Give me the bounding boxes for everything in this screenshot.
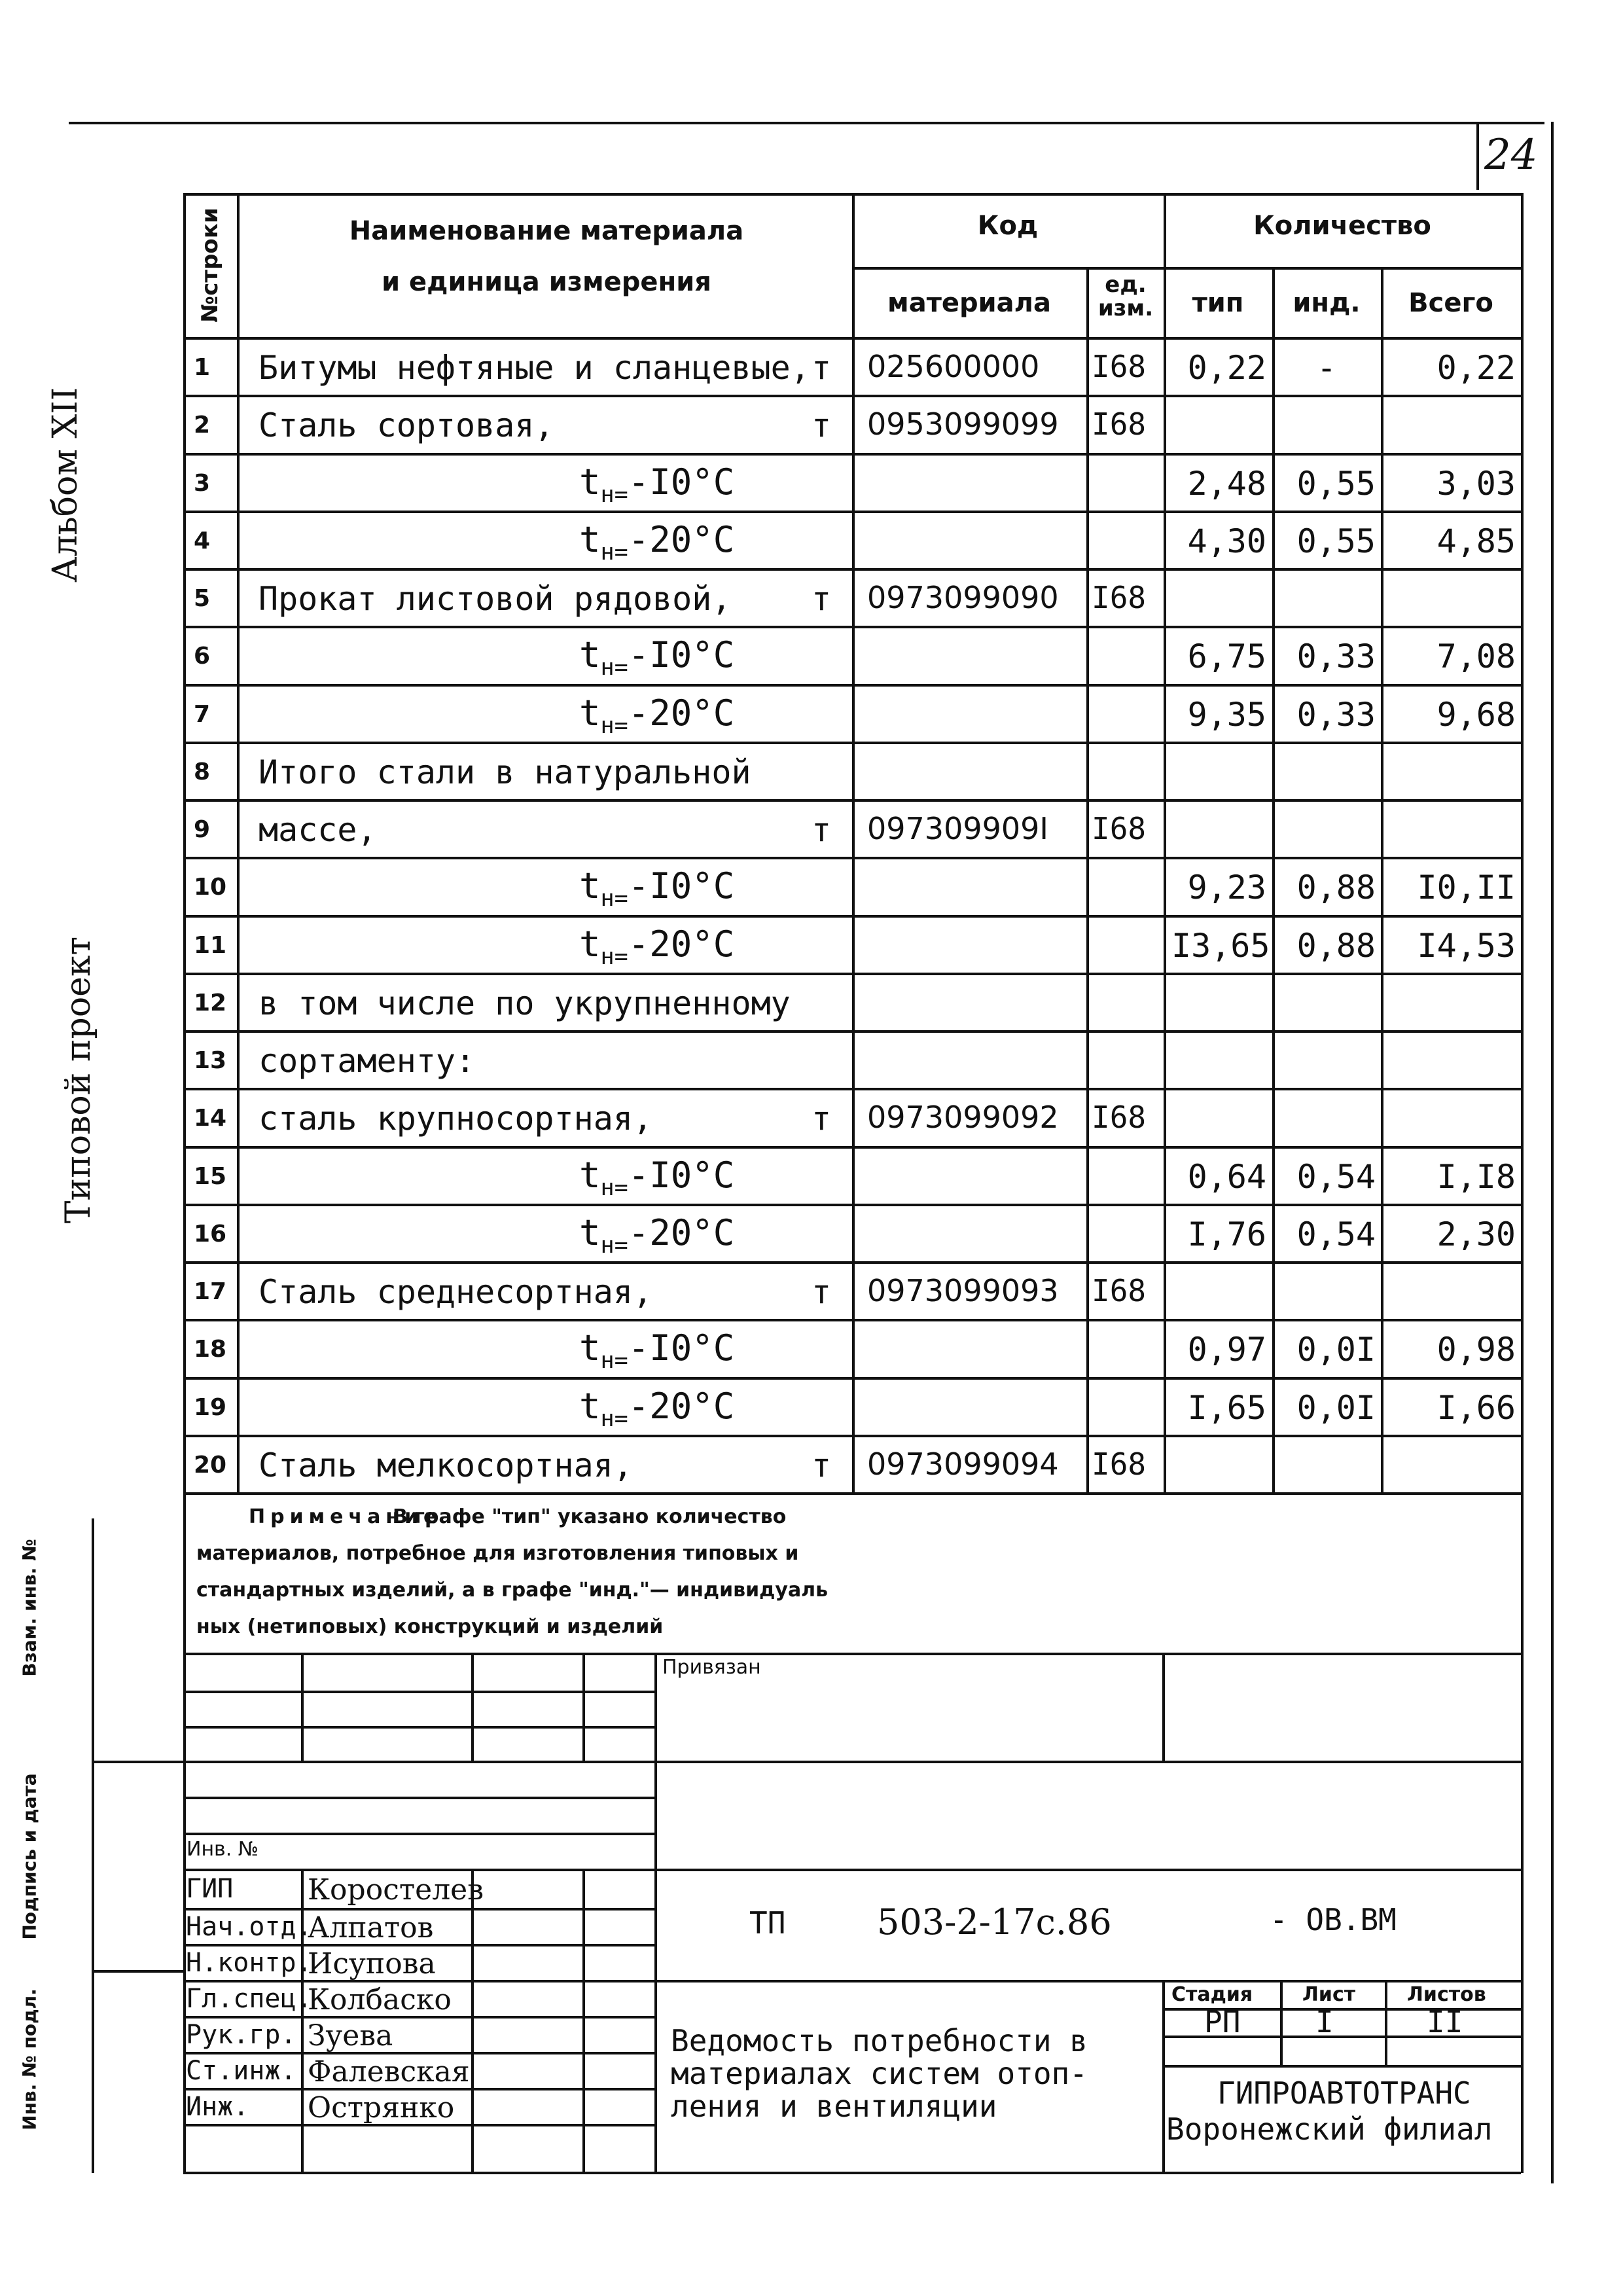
temp-symbol: t — [579, 461, 601, 503]
row-qty-total: I,I8 — [1436, 1157, 1516, 1196]
temp-value: -20°C — [628, 923, 735, 965]
row-name: Итого стали в натуральной — [259, 753, 751, 791]
header-name-sub: и единица измерения — [382, 267, 711, 297]
row-line — [183, 1030, 1521, 1033]
stamp-role: Ст.инж. — [186, 2056, 296, 2086]
row-qty-total: 0,22 — [1436, 349, 1516, 387]
row-qty-ind: 0,88 — [1296, 869, 1376, 907]
side-label-project: Типовой проект — [59, 936, 98, 1224]
row-unit: т — [812, 811, 832, 849]
outer-right-line — [1551, 122, 1554, 2183]
row-name: Битумы нефтяные и сланцевые, — [259, 349, 810, 387]
stamp-sheet: I — [1315, 2004, 1334, 2039]
row-qty-type: I3,65 — [1171, 926, 1270, 965]
row-qty-type: I,65 — [1187, 1388, 1266, 1427]
stamp-role: Гл.спец. — [186, 1984, 312, 2014]
row-qty-total: 2,30 — [1436, 1215, 1516, 1253]
row-qty-type: 6,75 — [1187, 637, 1266, 676]
row-number: 18 — [194, 1336, 227, 1363]
row-number: 12 — [194, 989, 227, 1016]
row-temperature — [579, 1327, 735, 1374]
frame-right — [1521, 193, 1524, 2173]
row-number: 14 — [194, 1105, 227, 1132]
row-number: 5 — [194, 585, 211, 612]
stamp-line-e — [183, 1833, 654, 1835]
stamp-role: Н.контр. — [186, 1948, 312, 1978]
row-line — [183, 1435, 1521, 1437]
row-number: 19 — [194, 1393, 227, 1421]
row-qty-total: 9,68 — [1436, 695, 1516, 734]
row-line — [183, 1146, 1521, 1149]
row-code: 0973099092 — [867, 1100, 1059, 1136]
row-number: 1 — [194, 354, 211, 381]
row-number: 8 — [194, 758, 211, 785]
col-line-code — [852, 193, 855, 1492]
row-temperature — [579, 923, 735, 970]
stamp-org: ГИПРОАВТОТРАНС — [1217, 2075, 1471, 2111]
row-number: 2 — [194, 412, 211, 439]
row-name: сталь крупносортная, — [259, 1100, 653, 1138]
temp-symbol: t — [579, 1385, 601, 1427]
temp-subscript: н= — [600, 654, 628, 681]
stamp-doc-suffix: - ОВ.ВМ — [1270, 1902, 1397, 1937]
row-qty-type: 0,97 — [1187, 1331, 1266, 1369]
row-temperature — [579, 1385, 735, 1432]
row-line — [183, 1088, 1521, 1090]
stamp-inv-no: Инв. № — [187, 1838, 259, 1861]
temp-symbol: t — [579, 1154, 601, 1196]
col-line-num — [237, 193, 240, 1492]
side-label-album: Альбом XII — [46, 387, 85, 583]
row-qty-ind: 0,55 — [1296, 464, 1376, 503]
temp-value: -20°C — [628, 1385, 735, 1427]
stamp-title-3: ления и вентиляции — [671, 2089, 997, 2124]
side-label-podpis: Подпись и дата — [18, 1773, 41, 1940]
row-qty-ind: 0,33 — [1296, 695, 1376, 734]
stamp-role: Нач.отд. — [186, 1912, 312, 1942]
stamp-person-name: Острянко — [308, 2091, 455, 2125]
stamp-top — [183, 1653, 1521, 1655]
row-qty-ind: 0,0I — [1296, 1388, 1376, 1427]
stamp-stage-line-3 — [1162, 2065, 1521, 2068]
temp-value: -I0°C — [628, 1154, 735, 1196]
row-qty-ind: 0,33 — [1296, 637, 1376, 676]
temp-subscript: н= — [600, 480, 628, 508]
temp-symbol: t — [579, 865, 601, 907]
stamp-person-name: Коростелев — [308, 1873, 484, 1907]
row-number: 17 — [194, 1278, 227, 1305]
stamp-v5b — [1162, 1980, 1165, 2172]
temp-symbol: t — [579, 1327, 601, 1369]
stamp-role: Рук.гр. — [186, 2020, 296, 2050]
row-number: 15 — [194, 1162, 227, 1190]
row-name: в том числе по укрупненному — [259, 984, 791, 1022]
row-unit: т — [812, 580, 832, 618]
stamp-v2 — [471, 1653, 474, 1761]
stamp-line-f — [183, 1869, 1521, 1871]
stamp-v2b — [471, 1869, 474, 2172]
row-temperature — [579, 692, 735, 739]
stamp-v1 — [301, 1653, 304, 1761]
col-line-ind — [1272, 267, 1275, 1492]
row-number: 4 — [194, 527, 211, 554]
temp-value: -I0°C — [628, 865, 735, 907]
row-line — [183, 395, 1521, 397]
side-strip-line — [92, 1518, 94, 2173]
side-label-vzam: Взам. инв. № — [18, 1539, 41, 1677]
temp-value: -I0°C — [628, 1327, 735, 1369]
col-line-qty — [1164, 193, 1166, 1492]
row-number: 10 — [194, 874, 227, 901]
row-qty-type: 2,48 — [1187, 464, 1266, 503]
row-qty-ind: 0,54 — [1296, 1215, 1376, 1253]
row-temperature — [579, 865, 735, 912]
row-qty-ind: - — [1316, 349, 1337, 387]
stamp-title-2: материалах систем отоп- — [671, 2056, 1088, 2091]
temp-value: -20°C — [628, 1211, 735, 1253]
row-code: 097309909I — [867, 811, 1048, 846]
row-line — [183, 453, 1521, 456]
row-line — [183, 568, 1521, 571]
frame-bottom — [183, 2172, 1521, 2174]
row-temperature — [579, 1154, 735, 1201]
row-unit-code: I68 — [1092, 580, 1147, 615]
top-border — [69, 122, 1544, 124]
temp-subscript: н= — [600, 1231, 628, 1259]
header-code: Код — [977, 211, 1039, 241]
temp-symbol: t — [579, 923, 601, 965]
row-qty-ind: 0,88 — [1296, 926, 1376, 965]
temp-subscript: н= — [600, 711, 628, 739]
stamp-v7 — [1385, 1980, 1387, 2065]
stamp-person-name: Фалевская — [308, 2055, 470, 2089]
row-unit: т — [812, 1273, 832, 1311]
stamp-v5 — [1162, 1653, 1165, 1761]
stamp-v3 — [582, 1653, 585, 1761]
note-line-2: материалов, потребное для изготовления типовых и — [196, 1542, 799, 1565]
row-number: 16 — [194, 1220, 227, 1247]
side-strip-div-2 — [92, 1970, 183, 1973]
row-unit: т — [812, 1446, 832, 1484]
stamp-privyazan: Привязан — [662, 1656, 761, 1679]
row-temperature — [579, 461, 735, 508]
row-unit-code: I68 — [1092, 1273, 1147, 1308]
row-qty-total: 3,03 — [1436, 464, 1516, 503]
note-line-3: стандартных изделий, а в графе "инд."— индивидуаль — [196, 1579, 829, 1602]
stamp-person-name: Исупова — [308, 1947, 436, 1981]
row-number: 11 — [194, 931, 227, 959]
header-code-unit: ед. изм. — [1097, 272, 1154, 321]
row-unit-code: I68 — [1092, 406, 1147, 442]
stamp-sheets: II — [1427, 2004, 1463, 2039]
row-qty-ind: 0,55 — [1296, 522, 1376, 560]
row-qty-type: 9,23 — [1187, 869, 1266, 907]
stamp-role: Инж. — [186, 2092, 249, 2122]
row-number: 3 — [194, 469, 211, 497]
stamp-v6 — [1280, 1980, 1283, 2065]
stamp-person-name: Алпатов — [308, 1911, 434, 1945]
row-line — [183, 799, 1521, 802]
temp-subscript: н= — [600, 942, 628, 970]
row-unit-code: I68 — [1092, 1446, 1147, 1482]
row-name: Прокат листовой рядовой, — [259, 580, 732, 618]
row-number: 6 — [194, 643, 211, 670]
stamp-doc-prefix: ТП — [749, 1905, 786, 1941]
header-code-material: материала — [887, 288, 1051, 318]
row-qty-total: 7,08 — [1436, 637, 1516, 676]
row-code: 0973099090 — [867, 580, 1059, 615]
temp-symbol: t — [579, 518, 601, 560]
stamp-branch: Воронежский филиал — [1166, 2111, 1493, 2147]
temp-symbol: t — [579, 1211, 601, 1253]
temp-symbol: t — [579, 692, 601, 734]
header-bottom-line — [183, 337, 1521, 340]
row-qty-total: I4,53 — [1417, 926, 1516, 965]
row-name: сортаменту: — [259, 1042, 476, 1080]
row-qty-total: 4,85 — [1436, 522, 1516, 560]
side-label-inv-podl: Инв. № подл. — [18, 1988, 41, 2130]
row-code: 0973099093 — [867, 1273, 1059, 1308]
temp-value: -20°C — [628, 692, 735, 734]
row-unit: т — [812, 1100, 832, 1138]
row-line — [183, 511, 1521, 513]
temp-subscript: н= — [600, 1347, 628, 1374]
row-qty-type: 9,35 — [1187, 695, 1266, 734]
table-bottom-line — [183, 1492, 1521, 1495]
row-qty-type: 0,22 — [1187, 349, 1266, 387]
row-qty-ind: 0,0I — [1296, 1331, 1376, 1369]
row-line — [183, 915, 1521, 918]
row-name: массе, — [259, 811, 377, 849]
header-qty-ind: инд. — [1293, 288, 1361, 318]
row-qty-type: 4,30 — [1187, 522, 1266, 560]
page-number-box-divider — [1476, 122, 1479, 190]
row-qty-total: I0,II — [1417, 869, 1516, 907]
stamp-doc-code: 503-2-17с.86 — [877, 1901, 1112, 1943]
page-number: 24 — [1484, 131, 1538, 179]
col-line-total — [1381, 267, 1383, 1492]
stamp-sheet-label: Лист — [1302, 1983, 1356, 2006]
header-qty-type: тип — [1192, 288, 1244, 318]
temp-subscript: н= — [600, 885, 628, 912]
note-line-4: ных (нетиповых) конструкций и изделий — [196, 1615, 664, 1638]
row-qty-type: 0,64 — [1187, 1157, 1266, 1196]
row-line — [183, 973, 1521, 975]
col-line-ed — [1086, 267, 1089, 1492]
row-unit-code: I68 — [1092, 811, 1147, 846]
row-code: 0953099099 — [867, 406, 1059, 442]
temp-value: -I0°C — [628, 461, 735, 503]
row-unit-code: I68 — [1092, 349, 1147, 384]
side-strip-div-1 — [92, 1761, 183, 1763]
row-qty-ind: 0,54 — [1296, 1157, 1376, 1196]
stamp-line-d — [183, 1797, 654, 1799]
row-name: Сталь сортовая, — [259, 406, 554, 445]
stamp-v3b — [582, 1869, 585, 2172]
stamp-stage: РП — [1204, 2004, 1241, 2039]
row-qty-type: I,76 — [1187, 1215, 1266, 1253]
row-number: 20 — [194, 1451, 227, 1479]
row-line — [183, 1261, 1521, 1264]
header-qty: Количество — [1253, 211, 1431, 241]
row-line — [183, 857, 1521, 859]
temp-symbol: t — [579, 634, 601, 676]
row-name: Сталь среднесортная, — [259, 1273, 653, 1311]
row-line — [183, 1204, 1521, 1206]
row-name: Сталь мелкосортная, — [259, 1446, 633, 1484]
row-qty-total: 0,98 — [1436, 1331, 1516, 1369]
header-qty-total: Всего — [1408, 288, 1493, 318]
temp-value: -I0°C — [628, 634, 735, 676]
row-line — [183, 626, 1521, 628]
row-number: 7 — [194, 700, 211, 728]
row-temperature — [579, 1211, 735, 1259]
row-unit-code: I68 — [1092, 1100, 1147, 1136]
row-unit: т — [812, 406, 832, 445]
row-line — [183, 1377, 1521, 1380]
row-number: 13 — [194, 1047, 227, 1074]
row-line — [183, 1319, 1521, 1321]
stamp-person-name: Колбаско — [308, 1983, 452, 2017]
row-temperature — [579, 518, 735, 565]
header-row-no: №строки — [197, 207, 223, 323]
note-title: Примечание — [249, 1505, 442, 1528]
row-code: 025600000 — [867, 349, 1040, 384]
header-sub-line — [852, 267, 1521, 270]
stamp-line-c — [183, 1761, 1521, 1763]
row-line — [183, 684, 1521, 687]
stamp-title-1: Ведомость потребности в — [671, 2023, 1088, 2058]
temp-value: -20°C — [628, 518, 735, 560]
row-qty-total: I,66 — [1436, 1388, 1516, 1427]
header-name: Наименование материала — [349, 216, 744, 246]
row-unit: т — [812, 349, 832, 387]
row-number: 9 — [194, 816, 211, 843]
row-line — [183, 742, 1521, 744]
stamp-person-name: Зуева — [308, 2019, 393, 2053]
stamp-sheets-label: Листов — [1407, 1983, 1486, 2006]
stamp-role: ГИП — [186, 1874, 234, 1904]
row-code: 0973099094 — [867, 1446, 1059, 1482]
stamp-v4 — [654, 1653, 657, 2172]
stamp-stage-label: Стадия — [1171, 1983, 1253, 2006]
note-line-1: В графе "тип" указано количество — [393, 1505, 787, 1528]
temp-subscript: н= — [600, 538, 628, 565]
temp-subscript: н= — [600, 1405, 628, 1432]
temp-subscript: н= — [600, 1174, 628, 1201]
row-temperature — [579, 634, 735, 681]
